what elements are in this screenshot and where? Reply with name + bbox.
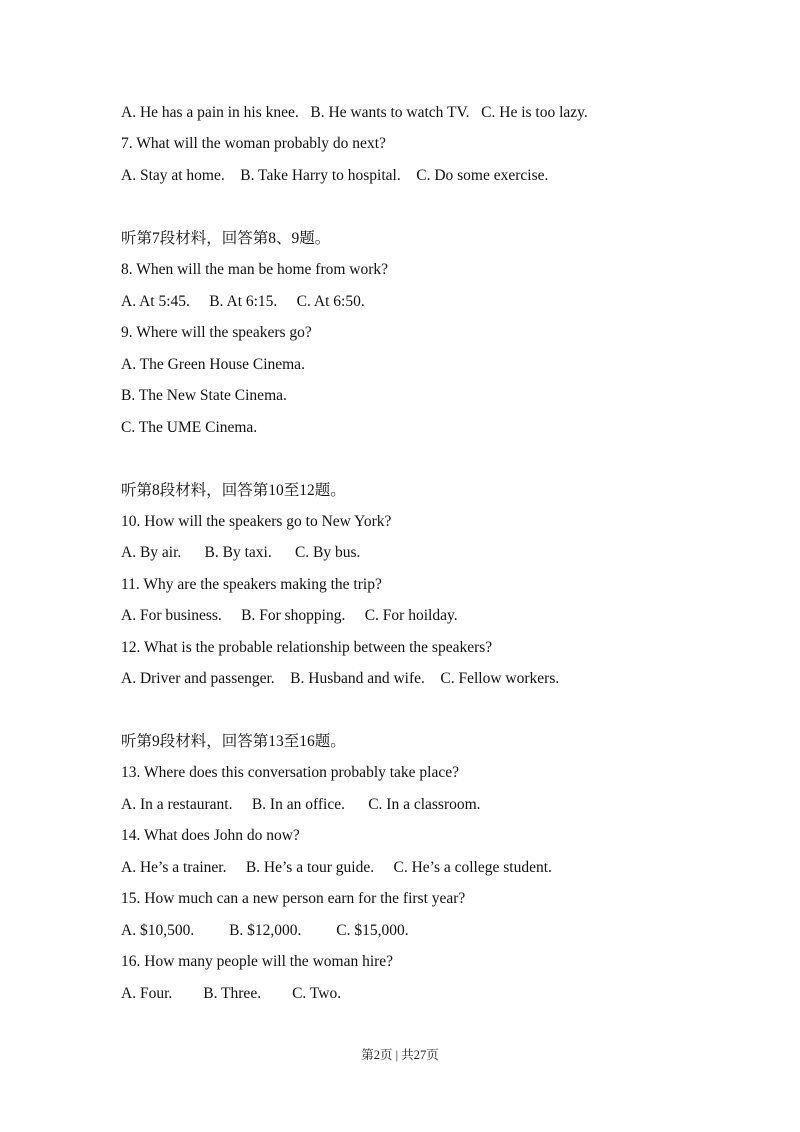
q12-question: 12. What is the probable relationship between the speakers? [121,639,493,656]
q13-question: 13. Where does this conversation probably take place? [121,764,460,781]
q16-options: A. Four. B. Three. C. Two. [121,985,342,1002]
q12-options: A. Driver and passenger. B. Husband and wife. C. Fellow workers. [121,670,560,687]
section-heading-8: 听第8段材料，回答第10至12题。 [121,482,346,499]
q10-question: 10. How will the speakers go to New York? [121,513,392,530]
q15-question: 15. How much can a new person earn for the first year? [121,890,466,907]
q14-question: 14. What does John do now? [121,827,300,844]
q16-question: 16. How many people will the woman hire? [121,953,394,970]
q9-option-c: C. The UME Cinema. [121,419,258,436]
q8-question: 8. When will the man be home from work? [121,261,389,278]
q8-options: A. At 5:45. B. At 6:15. C. At 6:50. [121,293,365,310]
q9-option-a: A. The Green House Cinema. [121,356,305,373]
q9-question: 9. Where will the speakers go? [121,324,312,341]
q15-options: A. $10,500. B. $12,000. C. $15,000. [121,922,409,939]
q7-question: 7. What will the woman probably do next? [121,135,386,152]
page-footer: 第2页 | 共27页 [361,1048,439,1062]
q11-options: A. For business. B. For shopping. C. For hoilday. [121,607,458,624]
section-heading-9: 听第9段材料，回答第13至16题。 [121,733,346,750]
q6-options: A. He has a pain in his knee. B. He wants to watch TV. C. He is too lazy. [121,104,588,121]
q11-question: 11. Why are the speakers making the trip? [121,576,382,593]
q13-options: A. In a restaurant. B. In an office. C. In a classroom. [121,796,481,813]
q14-options: A. He’s a trainer. B. He’s a tour guide. C. He’s a college student. [121,859,552,876]
q9-option-b: B. The New State Cinema. [121,387,287,404]
q10-options: A. By air. B. By taxi. C. By bus. [121,544,361,561]
section-heading-7: 听第7段材料，回答第8、9题。 [121,230,331,247]
q7-options: A. Stay at home. B. Take Harry to hospital. C. Do some exercise. [121,167,549,184]
